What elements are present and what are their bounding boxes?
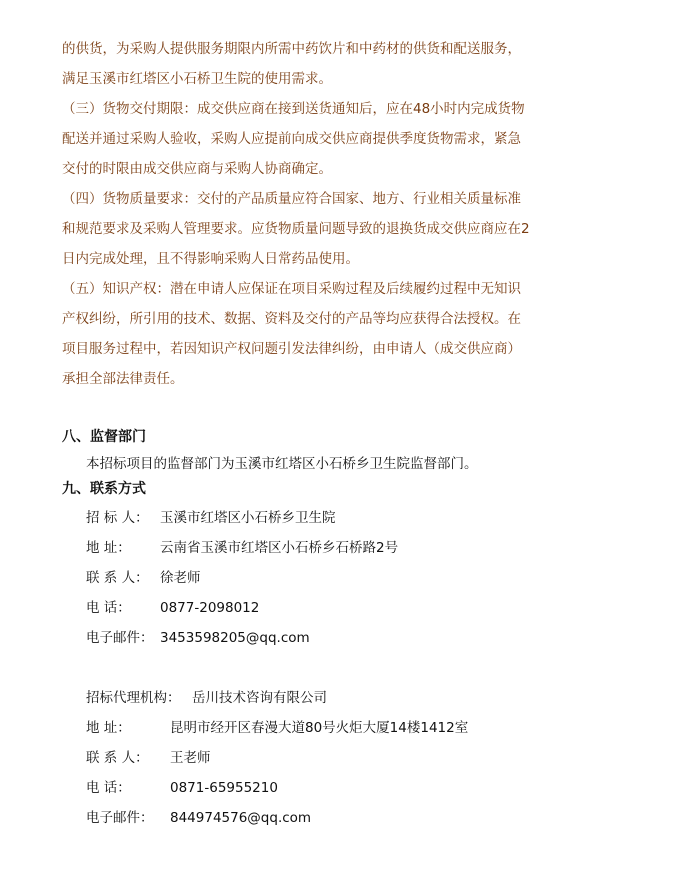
agency-name-row <box>86 686 327 706</box>
field-label: 联 系 人： <box>86 570 149 586</box>
paragraph-line: （四）货物质量要求：交付的产品质量应符合国家、地方、行业相关质量标准 <box>62 191 521 207</box>
field-value: 云南省玉溪市红塔区小石桥乡石桥路2号 <box>160 540 399 556</box>
agency-email-row <box>86 806 311 826</box>
field-value: 0871-65955210 <box>170 780 278 796</box>
field-label: 地 址： <box>86 540 131 556</box>
buyer-name-row <box>86 506 336 526</box>
field-label: 电 话： <box>86 780 131 796</box>
field-value: 王老师 <box>170 750 211 766</box>
paragraph-line: 交付的时限由成交供应商与采购人协商确定。 <box>62 161 332 177</box>
field-value: 玉溪市红塔区小石桥乡卫生院 <box>160 510 336 526</box>
agency-contact-person-row <box>86 746 211 766</box>
paragraph-line: 项目服务过程中，若因知识产权问题引发法律纠纷，由申请人（成交供应商） <box>62 341 521 357</box>
field-value[interactable]: 844974576@qq.com <box>170 810 312 826</box>
field-label: 电 话： <box>86 600 131 616</box>
field-label: 电子邮件： <box>86 810 154 826</box>
field-label: 地 址： <box>86 720 131 736</box>
supervision-text: 本招标项目的监督部门为玉溪市红塔区小石桥乡卫生院监督部门。 <box>86 456 478 472</box>
field-value[interactable]: 3453598205@qq.com <box>160 630 310 646</box>
field-label: 电子邮件： <box>86 630 154 646</box>
field-label: 联 系 人： <box>86 750 149 766</box>
field-label: 招 标 人： <box>86 510 149 526</box>
buyer-address-row <box>86 536 398 556</box>
paragraph-line: （三）货物交付期限：成交供应商在接到送货通知后，应在48小时内完成货物 <box>62 101 525 117</box>
buyer-email-row <box>86 626 310 646</box>
paragraph-line: 日内完成处理，且不得影响采购人日常药品使用。 <box>62 251 359 267</box>
paragraph-line: 承担全部法律责任。 <box>62 371 184 387</box>
paragraph-line: 满足玉溪市红塔区小石桥卫生院的使用需求。 <box>62 71 332 87</box>
paragraph-line: 和规范要求及采购人管理要求。应货物质量问题导致的退换货成交供应商应在2 <box>62 221 530 237</box>
paragraph-line: （五）知识产权：潜在申请人应保证在项目采购过程及后续履约过程中无知识 <box>62 281 521 297</box>
field-value: 徐老师 <box>160 570 201 586</box>
field-value: 岳川技术咨询有限公司 <box>192 690 327 706</box>
buyer-contact-person-row <box>86 566 201 586</box>
paragraph-line: 的供货，为采购人提供服务期限内所需中药饮片和中药材的供货和配送服务， <box>62 41 521 57</box>
buyer-phone-row <box>86 596 259 616</box>
agency-address-row <box>86 716 468 736</box>
field-value: 昆明市经开区春漫大道80号火炬大厦14楼1412室 <box>170 720 469 736</box>
section-heading-supervision: 八、监督部门 <box>62 429 146 445</box>
paragraph-line: 配送并通过采购人验收，采购人应提前向成交供应商提供季度货物需求，紧急 <box>62 131 521 147</box>
field-label: 招标代理机构： <box>86 690 181 706</box>
field-value: 0877-2098012 <box>160 600 260 616</box>
section-heading-contact: 九、联系方式 <box>62 481 146 497</box>
paragraph-line: 产权纠纷，所引用的技术、数据、资料及交付的产品等均应获得合法授权。在 <box>62 311 521 327</box>
agency-phone-row <box>86 776 278 796</box>
